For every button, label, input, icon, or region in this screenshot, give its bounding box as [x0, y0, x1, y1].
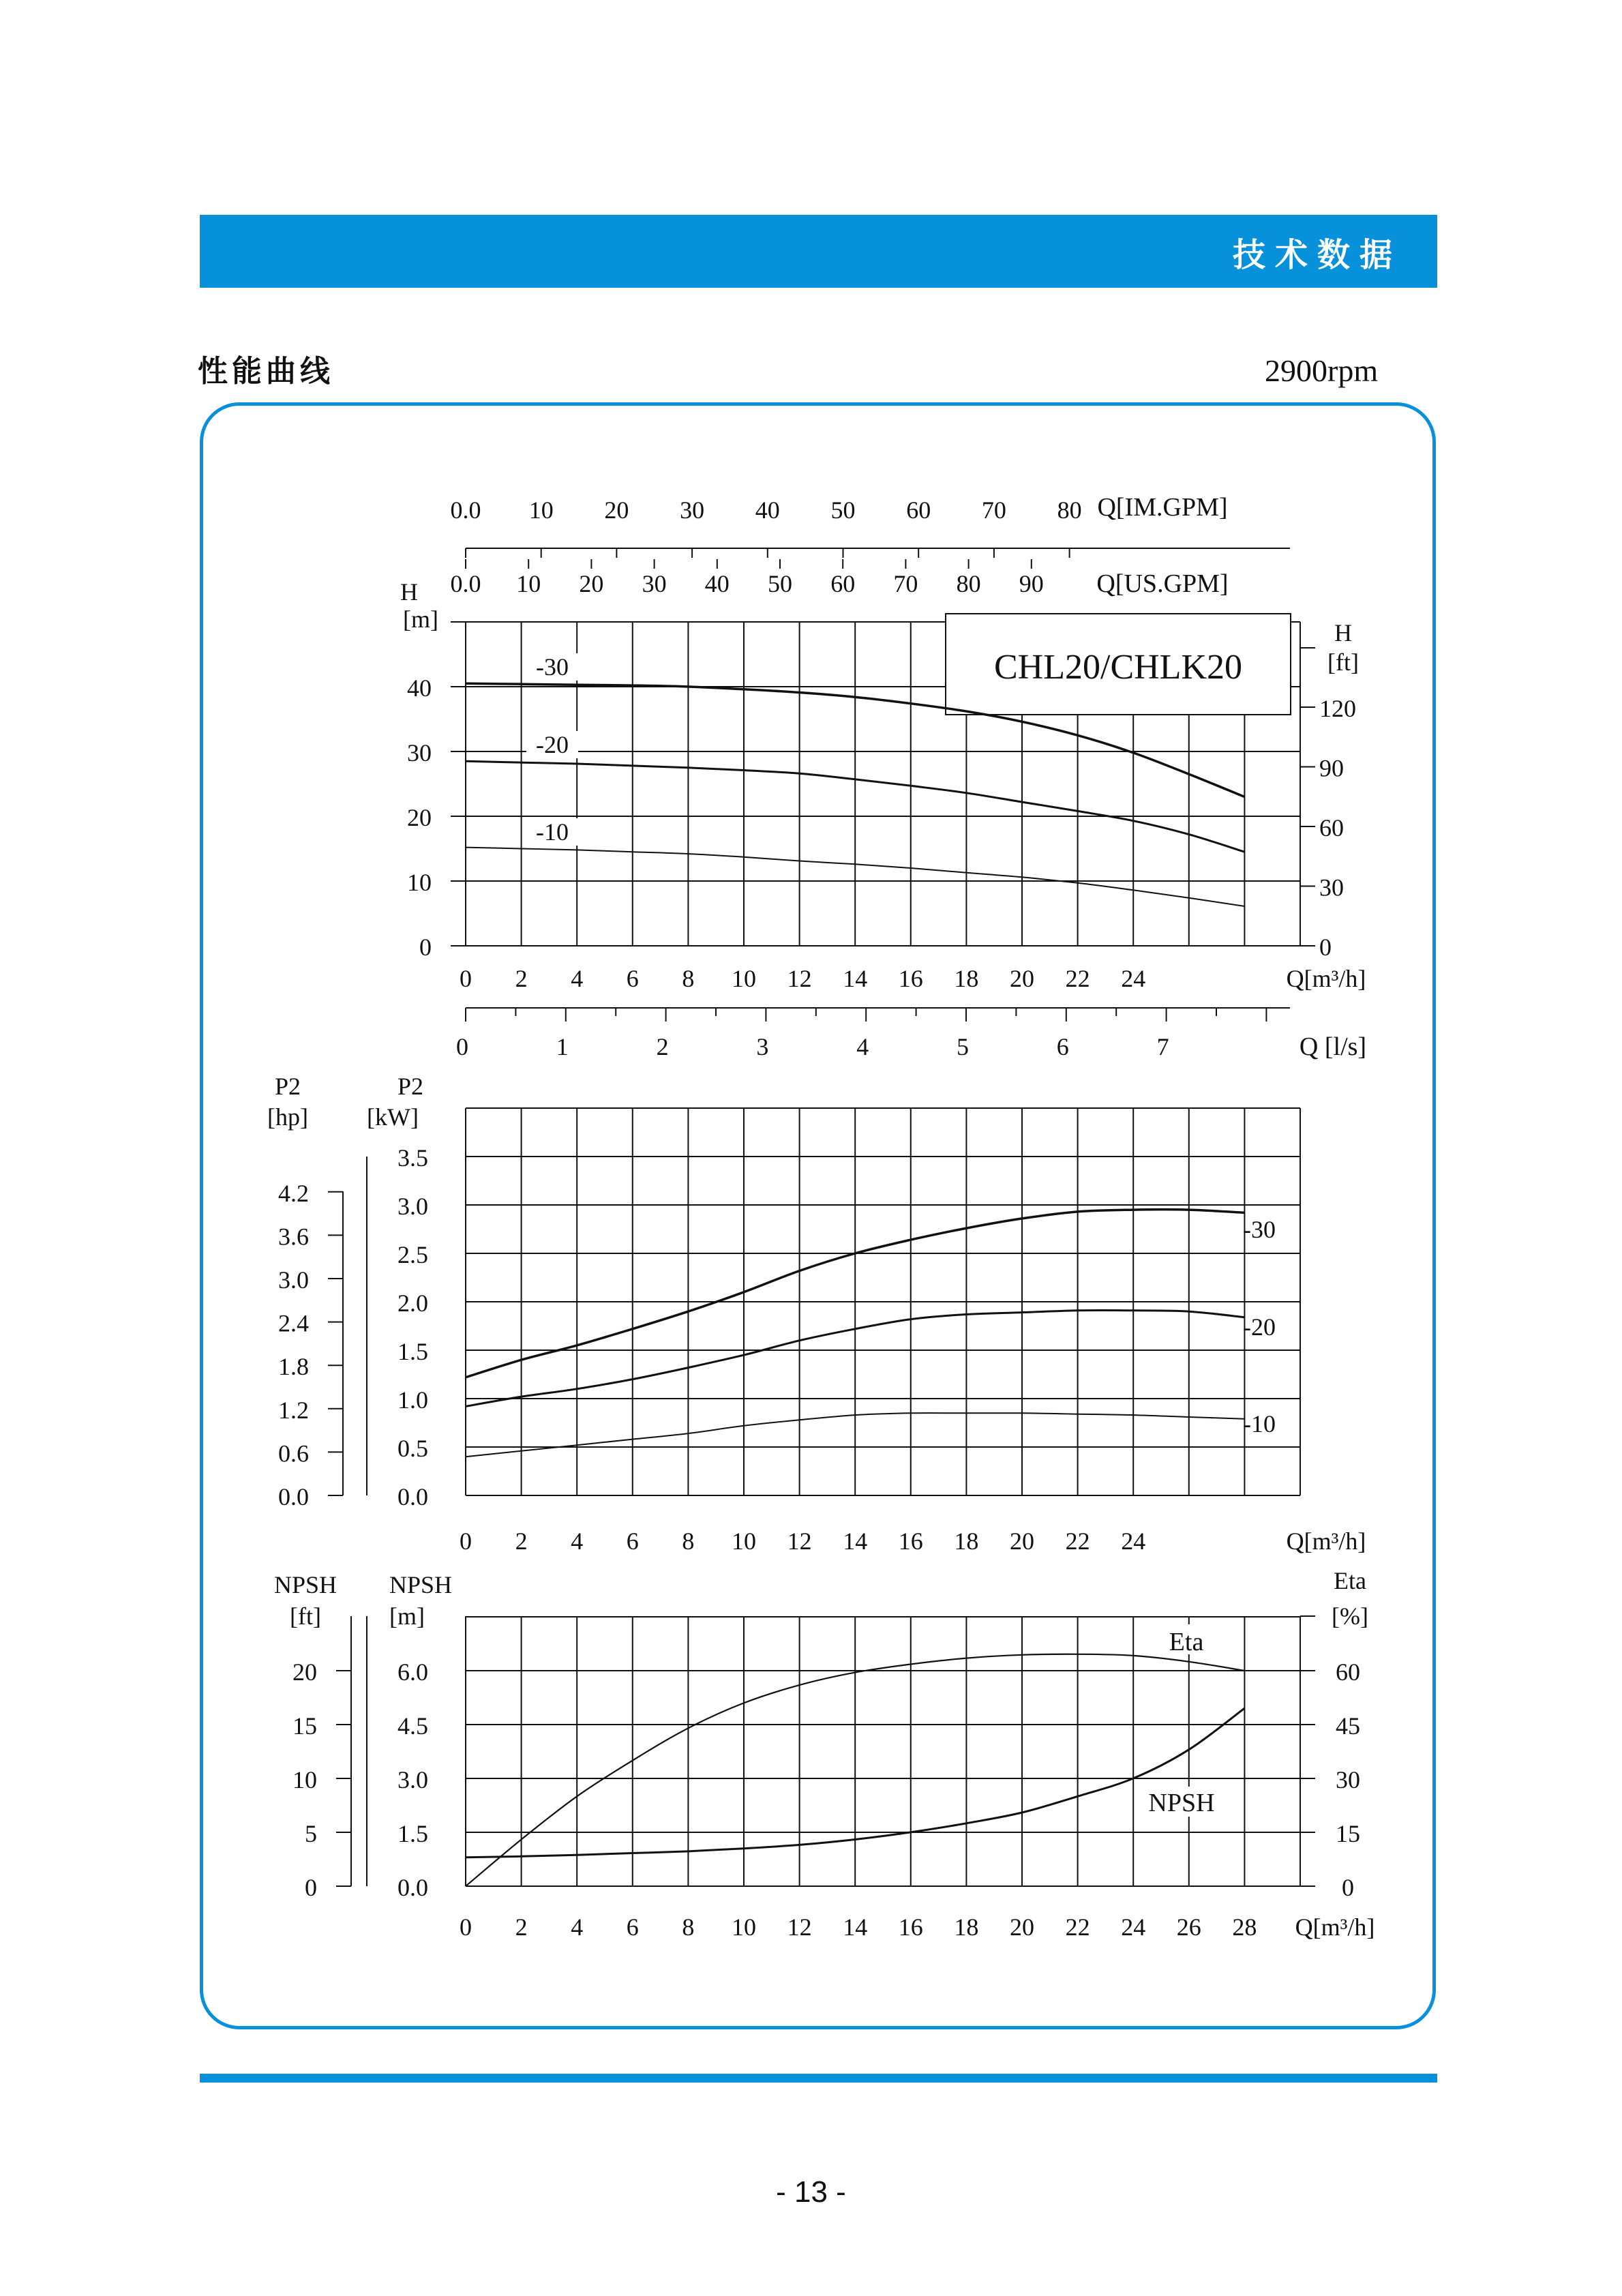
npsh-m-axis-title: NPSH	[389, 1571, 453, 1598]
us-gpm-tick-label: 30	[642, 570, 667, 597]
us-gpm-tick-label: 40	[704, 570, 730, 597]
h-right-axis-title: H	[1334, 619, 1352, 646]
us-gpm-tick-label: 70	[893, 570, 918, 597]
p2-curve-label: -20	[1243, 1313, 1276, 1341]
im-gpm-tick-label: 70	[981, 496, 1006, 524]
p2-hp-tick-label: 1.8	[278, 1353, 309, 1381]
npsh-x-axis-title: Q[m³/h]	[1295, 1913, 1375, 1941]
h-x-axis-title: Q[m³/h]	[1286, 965, 1366, 992]
h-curve-label: -20	[536, 731, 569, 758]
p2-x-tick-label: 20	[1010, 1527, 1034, 1555]
im-gpm-tick-label: 40	[755, 496, 780, 524]
p2-kw-axis-unit: [kW]	[367, 1103, 419, 1131]
im-gpm-tick-label: 80	[1057, 496, 1082, 524]
p2-hp-tick-label: 0.0	[278, 1483, 309, 1510]
npsh-m-tick-label: 6.0	[397, 1658, 428, 1686]
npsh-x-tick-label: 26	[1176, 1913, 1201, 1941]
eta-curve-label: Eta	[1169, 1628, 1204, 1656]
npsh-ft-tick-label: 20	[292, 1658, 317, 1686]
ls-tick-label: 4	[856, 1033, 869, 1060]
p2-x-tick-label: 12	[787, 1527, 812, 1555]
h-x-tick-label: 12	[787, 965, 812, 992]
ls-tick-label: 5	[957, 1033, 969, 1060]
im-gpm-tick-label: 50	[830, 496, 856, 524]
h-x-tick-label: 22	[1065, 965, 1090, 992]
h-curve-label: -10	[536, 818, 569, 846]
us-gpm-tick-label: 10	[516, 570, 541, 597]
ls-tick-label: 6	[1056, 1033, 1069, 1060]
eta-tick-label: 15	[1336, 1820, 1360, 1847]
npsh-x-tick-label: 8	[682, 1913, 695, 1941]
npsh-x-tick-label: 16	[898, 1913, 923, 1941]
npsh-m-tick-label: 0.0	[397, 1874, 428, 1901]
npsh-x-tick-label: 22	[1065, 1913, 1090, 1941]
speed-label: 2900rpm	[1265, 353, 1379, 388]
npsh-m-tick-label: 4.5	[397, 1712, 428, 1740]
npsh-ft-tick-label: 0	[305, 1874, 317, 1901]
us-gpm-tick-label: 90	[1019, 570, 1044, 597]
p2-x-tick-label: 2	[515, 1527, 528, 1555]
ls-tick-label: 7	[1156, 1033, 1169, 1060]
h-x-tick-label: 6	[626, 965, 639, 992]
eta-axis-title: Eta	[1334, 1567, 1366, 1594]
p2-x-tick-label: 0	[460, 1527, 472, 1555]
eta-tick-label: 30	[1336, 1766, 1360, 1793]
npsh-x-tick-label: 20	[1010, 1913, 1034, 1941]
p2-x-tick-label: 18	[954, 1527, 979, 1555]
im-gpm-tick-label: 60	[906, 496, 931, 524]
eta-tick-label: 45	[1336, 1712, 1360, 1740]
eta-axis-unit: [%]	[1332, 1602, 1368, 1630]
p2-x-tick-label: 10	[732, 1527, 756, 1555]
h-left-axis-title: H	[400, 578, 418, 606]
h-curve-label: -30	[536, 653, 569, 681]
eta-tick-label: 60	[1336, 1658, 1360, 1686]
h-right-tick-label: 60	[1319, 814, 1344, 841]
us-gpm-tick-label: 0.0	[450, 570, 481, 597]
p2-hp-tick-label: 3.6	[278, 1223, 309, 1251]
h-left-tick-label: 0	[419, 934, 432, 961]
h-x-tick-label: 4	[571, 965, 584, 992]
npsh-x-tick-label: 2	[515, 1913, 528, 1941]
im-gpm-tick-label: 0.0	[450, 496, 481, 524]
p2-kw-axis-title: P2	[397, 1073, 424, 1100]
npsh-m-tick-label: 3.0	[397, 1766, 428, 1793]
p2-kw-tick-label: 2.5	[397, 1241, 428, 1268]
ls-tick-label: 2	[656, 1033, 669, 1060]
npsh-x-tick-label: 18	[954, 1913, 979, 1941]
h-x-tick-label: 10	[732, 965, 756, 992]
h-right-tick-label: 30	[1319, 874, 1344, 901]
banner-title: 技术数据	[1232, 236, 1402, 274]
p2-x-tick-label: 8	[682, 1527, 695, 1555]
npsh-x-tick-label: 24	[1121, 1913, 1146, 1941]
p2-hp-tick-label: 1.2	[278, 1396, 309, 1424]
h-left-tick-label: 40	[407, 674, 432, 702]
p2-kw-tick-label: 0.5	[397, 1435, 428, 1462]
npsh-ft-tick-label: 5	[305, 1820, 317, 1847]
h-x-tick-label: 16	[898, 965, 923, 992]
p2-curve-label: -30	[1243, 1216, 1276, 1243]
ls-tick-label: 1	[556, 1033, 569, 1060]
im-gpm-tick-label: 30	[680, 496, 705, 524]
h-x-tick-label: 20	[1010, 965, 1034, 992]
model-label: CHL20/CHLK20	[994, 648, 1242, 687]
npsh-m-axis-unit: [m]	[389, 1602, 425, 1630]
im-gpm-axis-title: Q[IM.GPM]	[1097, 493, 1228, 522]
p2-x-tick-label: 16	[898, 1527, 923, 1555]
p2-hp-tick-label: 4.2	[278, 1179, 309, 1207]
npsh-ft-axis-title: NPSH	[273, 1571, 337, 1598]
npsh-x-tick-label: 14	[843, 1913, 868, 1941]
h-x-tick-label: 18	[954, 965, 979, 992]
h-right-tick-label: 0	[1319, 934, 1332, 961]
h-left-axis-unit: [m]	[403, 606, 438, 633]
p2-hp-tick-label: 3.0	[278, 1266, 309, 1294]
page-number: - 13 -	[776, 2175, 846, 2209]
npsh-x-tick-label: 10	[732, 1913, 756, 1941]
p2-hp-tick-label: 0.6	[278, 1440, 309, 1467]
p2-x-axis-title: Q[m³/h]	[1286, 1527, 1366, 1555]
npsh-ft-tick-label: 15	[292, 1712, 317, 1740]
npsh-curve-label: NPSH	[1148, 1789, 1215, 1817]
npsh-x-tick-label: 12	[787, 1913, 812, 1941]
p2-hp-tick-label: 2.4	[278, 1309, 309, 1337]
p2-kw-tick-label: 1.5	[397, 1338, 428, 1365]
p2-kw-tick-label: 3.5	[397, 1144, 428, 1172]
npsh-m-tick-label: 1.5	[397, 1820, 428, 1847]
h-x-tick-label: 14	[843, 965, 868, 992]
im-gpm-tick-label: 10	[528, 496, 554, 524]
h-x-tick-label: 0	[460, 965, 472, 992]
eta-tick-label: 0	[1342, 1874, 1354, 1901]
us-gpm-tick-label: 60	[830, 570, 856, 597]
section-title: 性能曲线	[198, 354, 334, 389]
ls-axis-title: Q [l/s]	[1299, 1032, 1367, 1061]
p2-curve-label: -10	[1243, 1410, 1276, 1437]
p2-kw-tick-label: 0.0	[397, 1483, 428, 1510]
us-gpm-tick-label: 80	[956, 570, 981, 597]
p2-x-tick-label: 22	[1065, 1527, 1090, 1555]
h-right-tick-label: 90	[1319, 754, 1344, 782]
ls-tick-label: 3	[756, 1033, 769, 1060]
ls-tick-label: 0	[456, 1033, 468, 1060]
h-left-tick-label: 30	[407, 739, 432, 766]
h-right-axis-unit: [ft]	[1327, 648, 1359, 676]
p2-kw-tick-label: 1.0	[397, 1386, 428, 1414]
h-x-tick-label: 8	[682, 965, 695, 992]
p2-x-tick-label: 4	[571, 1527, 584, 1555]
p2-x-tick-label: 6	[626, 1527, 639, 1555]
p2-hp-axis-unit: [hp]	[267, 1103, 308, 1131]
npsh-ft-axis-unit: [ft]	[290, 1602, 321, 1630]
footer-rule	[200, 2074, 1437, 2083]
us-gpm-axis-title: Q[US.GPM]	[1096, 569, 1229, 598]
h-left-tick-label: 10	[407, 869, 432, 896]
h-right-tick-label: 120	[1319, 695, 1356, 722]
npsh-x-tick-label: 4	[571, 1913, 584, 1941]
p2-kw-tick-label: 2.0	[397, 1289, 428, 1317]
h-x-tick-label: 2	[515, 965, 528, 992]
p2-hp-axis-title: P2	[274, 1073, 301, 1100]
h-x-tick-label: 24	[1121, 965, 1146, 992]
npsh-ft-tick-label: 10	[292, 1766, 317, 1793]
us-gpm-tick-label: 20	[579, 570, 604, 597]
im-gpm-tick-label: 20	[604, 496, 629, 524]
us-gpm-tick-label: 50	[768, 570, 792, 597]
npsh-x-tick-label: 28	[1232, 1913, 1257, 1941]
h-left-tick-label: 20	[407, 804, 432, 831]
p2-x-tick-label: 24	[1121, 1527, 1146, 1555]
p2-x-tick-label: 14	[843, 1527, 868, 1555]
npsh-x-tick-label: 0	[460, 1913, 472, 1941]
p2-kw-tick-label: 3.0	[397, 1193, 428, 1220]
npsh-x-tick-label: 6	[626, 1913, 639, 1941]
